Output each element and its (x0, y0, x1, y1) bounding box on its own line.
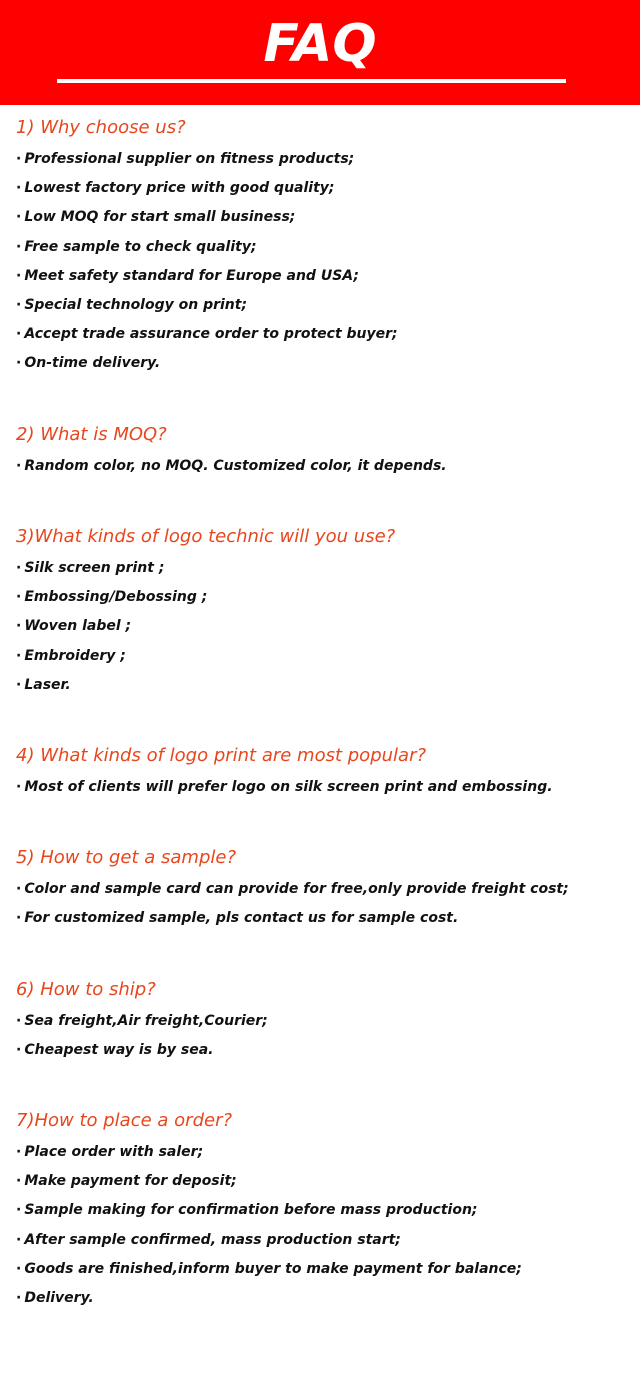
faq-answer-text: On-time delivery. (24, 355, 161, 372)
faq-answer-list (16, 875, 626, 933)
bullet-icon: · (16, 1042, 22, 1059)
bullet-icon: · (16, 355, 22, 372)
bullet-icon: · (16, 1202, 22, 1219)
faq-answer-item (16, 145, 626, 174)
faq-question: 7)How to place a order? (16, 1110, 233, 1131)
faq-question: 3)What kinds of logo technic will you use? (16, 526, 396, 547)
faq-answer-list (16, 1007, 626, 1065)
faq-answer-item (16, 642, 626, 671)
faq-answer-text: Sea freight,Air freight,Courier; (24, 1013, 268, 1029)
bullet-icon: · (16, 560, 22, 576)
faq-answer-text: Embroidery ; (24, 647, 126, 664)
faq-answer-text: Silk screen print ; (24, 560, 165, 576)
bullet-icon: · (16, 326, 22, 343)
faq-answer-item (16, 671, 626, 700)
faq-answer-text: Goods are finished,inform buyer to make payment for balance; (24, 1260, 522, 1277)
faq-section-sample (16, 843, 626, 933)
faq-question: 4) What kinds of logo print are most popular? (16, 745, 427, 766)
faq-answer-text: Free sample to check quality; (24, 238, 257, 255)
bullet-icon: · (16, 267, 22, 284)
bullet-icon: · (16, 881, 22, 897)
faq-answer-item (16, 583, 626, 612)
faq-question: 1) Why choose us? (16, 117, 186, 138)
faq-answer-item (16, 1138, 626, 1167)
faq-answer-text: Embossing/Debossing ; (24, 589, 208, 606)
faq-answer-text: Special technology on print; (24, 296, 248, 313)
faq-answer-item (16, 262, 626, 291)
faq-answer-list (16, 773, 626, 802)
faq-answer-text: Sample making for confirmation before mass production; (24, 1202, 478, 1219)
bullet-icon: · (16, 1173, 22, 1190)
faq-answer-item (16, 773, 626, 802)
faq-section-place-order (16, 1106, 626, 1313)
faq-answer-text: Woven label ; (24, 618, 132, 635)
faq-answer-text: Delivery. (24, 1289, 94, 1306)
bullet-icon: · (16, 779, 22, 795)
faq-answer-item (16, 875, 626, 904)
bullet-icon: · (16, 589, 22, 606)
bullet-icon: · (16, 458, 22, 474)
faq-question: 6) How to ship? (16, 979, 156, 1000)
faq-answer-text: Low MOQ for start small business; (24, 209, 296, 226)
faq-answer-item (16, 1036, 626, 1065)
faq-answer-item (16, 1196, 626, 1225)
bullet-icon: · (16, 676, 22, 693)
faq-answer-item (16, 1284, 626, 1313)
bullet-icon: · (16, 1260, 22, 1277)
faq-answer-item (16, 1255, 626, 1284)
faq-answer-item (16, 1226, 626, 1255)
bullet-icon: · (16, 618, 22, 635)
bullet-icon: · (16, 1013, 22, 1029)
faq-answer-text: Accept trade assurance order to protect buyer; (24, 326, 398, 343)
faq-header (0, 0, 640, 105)
bullet-icon: · (16, 238, 22, 255)
faq-question: 2) What is MOQ? (16, 424, 167, 445)
page-title: FAQ (263, 14, 377, 74)
bullet-icon: · (16, 151, 22, 167)
faq-section-popular-print (16, 741, 626, 802)
faq-answer-item (16, 233, 626, 262)
faq-answer-item (16, 291, 626, 320)
faq-answer-text: Professional supplier on fitness products; (24, 151, 355, 167)
bullet-icon: · (16, 1289, 22, 1306)
bullet-icon: · (16, 180, 22, 197)
bullet-icon: · (16, 647, 22, 664)
faq-answer-text: Color and sample card can provide for free,only provide freight cost; (24, 881, 569, 897)
faq-answer-text: After sample confirmed, mass production start; (24, 1231, 401, 1248)
faq-answer-text: For customized sample, pls contact us for sample cost. (24, 910, 459, 927)
title-underline (57, 79, 566, 83)
faq-answer-item (16, 349, 626, 378)
faq-answer-item (16, 174, 626, 203)
faq-answer-text: Place order with saler; (24, 1144, 204, 1160)
faq-section-shipping (16, 975, 626, 1065)
faq-answer-list (16, 145, 626, 379)
faq-answer-text: Most of clients will prefer logo on silk screen print and embossing. (24, 779, 553, 795)
faq-answer-item (16, 203, 626, 232)
faq-section-logo-technic (16, 522, 626, 700)
faq-answer-item (16, 320, 626, 349)
bullet-icon: · (16, 1144, 22, 1160)
faq-answer-item (16, 1167, 626, 1196)
faq-answer-item (16, 1007, 626, 1036)
faq-section-moq (16, 420, 626, 481)
faq-answer-list (16, 1138, 626, 1313)
faq-answer-item (16, 904, 626, 933)
faq-answer-text: Lowest factory price with good quality; (24, 180, 335, 197)
bullet-icon: · (16, 209, 22, 226)
faq-answer-item (16, 612, 626, 641)
faq-answer-item (16, 554, 626, 583)
faq-question: 5) How to get a sample? (16, 847, 237, 868)
faq-answer-text: Laser. (24, 676, 71, 693)
faq-answer-list (16, 554, 626, 700)
bullet-icon: · (16, 296, 22, 313)
faq-answer-text: Make payment for deposit; (24, 1173, 237, 1190)
bullet-icon: · (16, 1231, 22, 1248)
faq-answer-item (16, 452, 626, 481)
faq-answer-list (16, 452, 626, 481)
bullet-icon: · (16, 910, 22, 927)
faq-answer-text: Random color, no MOQ. Customized color, it depends. (24, 458, 447, 474)
faq-section-why-choose-us (16, 113, 626, 379)
faq-answer-text: Cheapest way is by sea. (24, 1042, 214, 1059)
faq-answer-text: Meet safety standard for Europe and USA; (24, 267, 359, 284)
